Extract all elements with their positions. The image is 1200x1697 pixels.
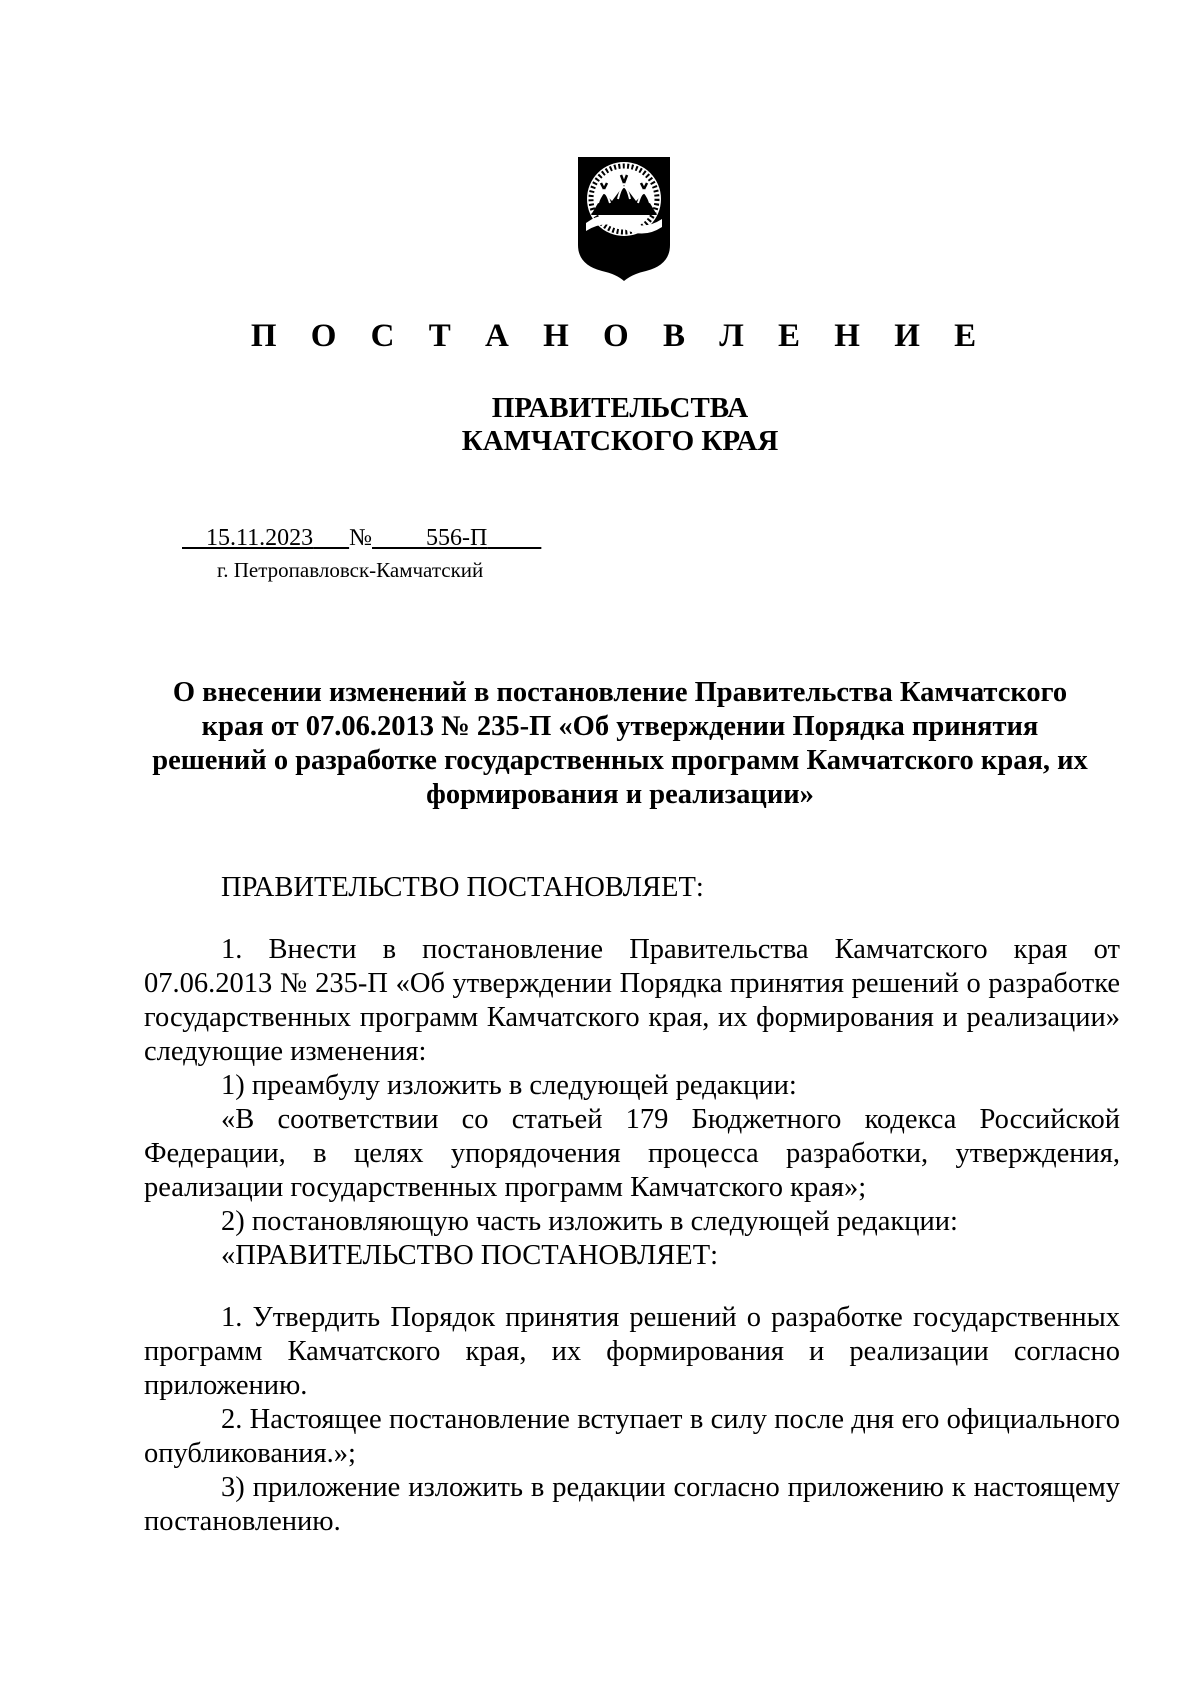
subject-line: О внесении изменений в постановление Правительства Камчатского <box>172 677 1068 708</box>
subject-line: формирования и реализации» <box>426 779 814 810</box>
kamchatka-coat-of-arms-icon <box>574 153 674 283</box>
paragraph: 2) постановляющую часть изложить в следующей редакции: <box>221 1206 958 1237</box>
decree-body <box>144 933 1120 1273</box>
paragraph: ПРАВИТЕЛЬСТВО ПОСТАНОВЛЯЕТ: <box>221 872 704 903</box>
subject-line: края от 07.06.2013 № 235-П «Об утверждении Порядка принятия <box>201 711 1039 742</box>
decree-formula <box>144 871 1120 905</box>
paragraph: «В соответствии со статьей 179 Бюджетного кодекса Российской Федерации, в целях упорядочения процесса разработки, утверждения, реализации государственных программ Камчатского края»; <box>144 1104 1120 1203</box>
decree-subject <box>140 676 1100 812</box>
paragraph: 2. Настоящее постановление вступает в силу после дня его официального опубликования.»; <box>144 1404 1120 1469</box>
decree-body-continued <box>144 1301 1120 1539</box>
paragraph: 1. Внести в постановление Правительства Камчатского края от 07.06.2013 № 235-П «Об утверждении Порядка принятия решений о разработке государственных программ Камчатского края, их формирования и реализации» следующие изменения: <box>144 934 1120 1067</box>
city-of-issue: г. Петропавловск-Камчатский <box>217 558 484 582</box>
paragraph: 1) преамбулу изложить в следующей редакции: <box>221 1070 797 1101</box>
document-type-title: П О С Т А Н О В Л Е Н И Е <box>250 318 990 354</box>
paragraph: 1. Утвердить Порядок принятия решений о разработке государственных программ Камчатского края, их формирования и реализации согласно приложению. <box>144 1302 1120 1401</box>
issuer-line-2: КАМЧАТСКОГО КРАЯ <box>461 425 779 457</box>
number-sign: № <box>349 525 373 551</box>
registration-line <box>182 525 541 552</box>
issuer-line-1: ПРАВИТЕЛЬСТВА <box>491 392 749 424</box>
decree-number: 556-П <box>426 525 488 551</box>
paragraph: 3) приложение изложить в редакции согласно приложению к настоящему постановлению. <box>144 1472 1120 1537</box>
subject-line: решений о разработке государственных программ Камчатского края, их <box>152 745 1088 776</box>
decree-date: 15.11.2023 <box>206 525 314 551</box>
paragraph: «ПРАВИТЕЛЬСТВО ПОСТАНОВЛЯЕТ: <box>221 1240 719 1271</box>
